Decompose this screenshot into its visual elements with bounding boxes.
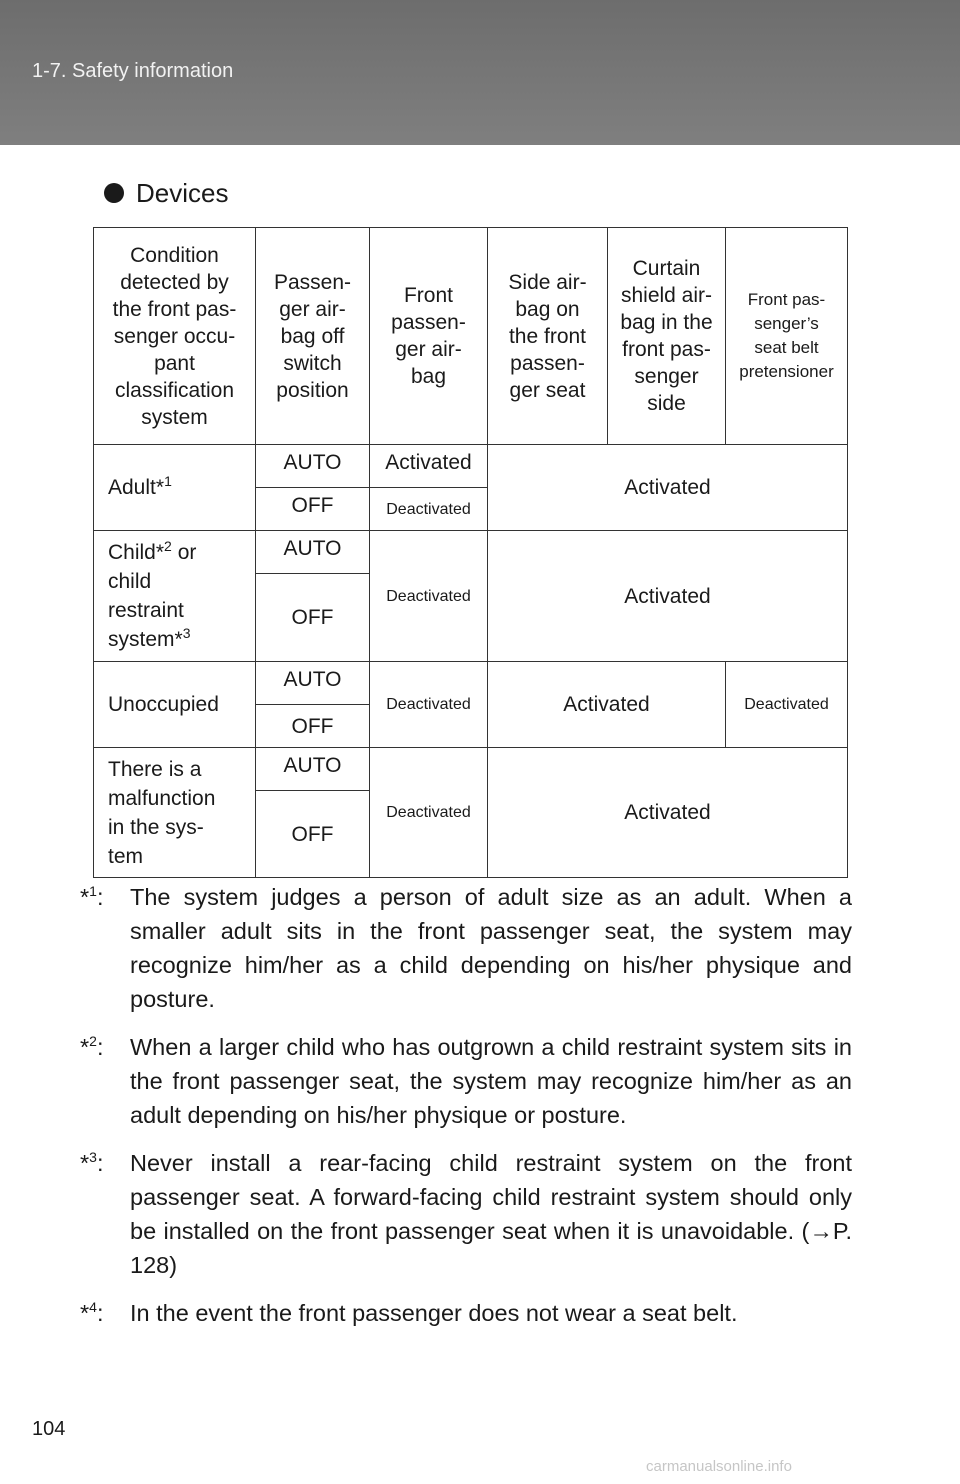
footnote: [80, 1296, 852, 1330]
footnote-marker: *$^1$:: [80, 883, 104, 910]
table-row-adult: [94, 445, 848, 488]
other-devices-status: Activated: [488, 748, 848, 878]
section-heading: [104, 178, 228, 209]
front-airbag-status: Deactivated: [370, 488, 488, 531]
condition-adult: Adult*$^1$: [94, 445, 256, 531]
front-airbag-status: Deactivated: [370, 531, 488, 662]
heading-text: Devices: [136, 178, 229, 208]
switch-auto: AUTO: [256, 662, 370, 705]
bullet-icon: [104, 183, 124, 203]
header-front-airbag: Front passen- ger air- bag: [370, 228, 488, 445]
pretensioner-status: Deactivated: [726, 662, 848, 748]
header-pretensioner: Front pas- senger’s seat belt pretensioner: [726, 228, 848, 445]
switch-auto: AUTO: [256, 531, 370, 574]
condition-unoccupied: Unoccupied: [94, 662, 256, 748]
table-row-unoccupied: [94, 662, 848, 705]
footnote-text: When a larger child who has outgrown a child restraint system sits in the front passenger seat, the system may recognize him/her as an adult depending on his/her physique or posture.: [130, 1034, 852, 1128]
footnote-marker: *$^4$:: [80, 1299, 104, 1326]
header-condition: Condition detected by the front pas- senger occu- pant classification system: [94, 228, 256, 445]
table-row-child: [94, 531, 848, 574]
other-devices-status: Activated: [488, 445, 848, 531]
watermark: carmanualsonline.info: [646, 1458, 792, 1475]
switch-off: OFF: [256, 574, 370, 662]
footnotes: [80, 880, 852, 1344]
table-row-malfunction: [94, 748, 848, 791]
switch-off: OFF: [256, 705, 370, 748]
devices-table: [93, 227, 848, 878]
front-airbag-status: Activated: [370, 445, 488, 488]
condition-malfunction: There is a malfunction in the sys- tem: [94, 748, 256, 878]
header-switch-position: Passen- ger air- bag off switch position: [256, 228, 370, 445]
footnote: [80, 1146, 852, 1282]
condition-child: Child*$^2$ or child restraint system*$^3$: [94, 531, 256, 662]
switch-auto: AUTO: [256, 748, 370, 791]
footnote-text: The system judges a person of adult size as an adult. When a smaller adult sits in the front passenger seat, the system may recognize him/her as a child depending on his/her physique and posture.: [130, 884, 852, 1012]
footnote-marker: *$^2$:: [80, 1033, 104, 1060]
section-title: 1-7. Safety information: [32, 60, 234, 82]
page-number: 104: [32, 1418, 66, 1440]
side-curtain-status: Activated: [488, 662, 726, 748]
switch-auto: AUTO: [256, 445, 370, 488]
footnote-marker: *$^3$:: [80, 1149, 104, 1176]
footnote: [80, 1030, 852, 1132]
front-airbag-status: Deactivated: [370, 748, 488, 878]
header-curtain-airbag: Curtain shield air- bag in the front pas- senger side: [608, 228, 726, 445]
footnote: [80, 880, 852, 1016]
footnote-text: Never install a rear-facing child restraint system on the front passenger seat. A forward-facing child restraint system should only be installed on the front passenger seat when it is unavoidable. (→P. 128): [130, 1150, 852, 1278]
other-devices-status: Activated: [488, 531, 848, 662]
switch-off: OFF: [256, 791, 370, 878]
header-row: [94, 228, 848, 445]
page-header: [0, 0, 960, 145]
footnote-text: In the event the front passenger does not wear a seat belt.: [130, 1300, 738, 1326]
header-side-airbag: Side air- bag on the front passen- ger seat: [488, 228, 608, 445]
switch-off: OFF: [256, 488, 370, 531]
front-airbag-status: Deactivated: [370, 662, 488, 748]
